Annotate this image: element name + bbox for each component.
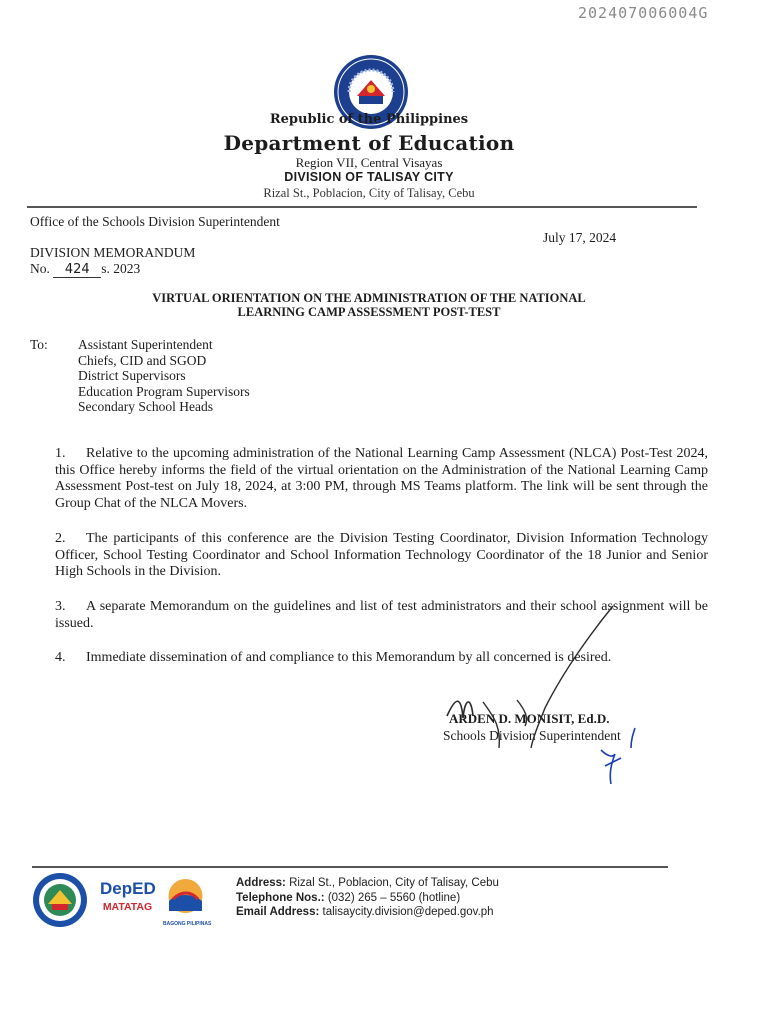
paragraph-text: A separate Memorandum on the guidelines and list of test administrators and their school assignment will be issued. — [55, 599, 708, 631]
office-line: Office of the Schools Division Superintendent — [30, 214, 280, 229]
memo-series: s. 2023 — [101, 261, 141, 276]
paragraph-text: Immediate dissemination of and compliance to this Memorandum by all concerned is desired. — [86, 650, 612, 665]
matatag-wordmark: MATATAG — [102, 901, 153, 913]
recipient-item: Education Program Supervisors — [78, 383, 250, 399]
deped-wordmark: DepED — [100, 879, 156, 898]
footer-email — [236, 905, 499, 920]
body-paragraph-1 — [55, 446, 708, 512]
bagong-pilipinas-wordmark: BAGONG PILIPINAS — [163, 921, 212, 927]
memo-number: 424 — [53, 263, 101, 278]
memo-number-line — [30, 261, 140, 278]
signatory-title: Schools Division Superintendent — [443, 728, 621, 743]
bagong-pilipinas-emblem — [163, 877, 208, 915]
recipient-item: Secondary School Heads — [78, 399, 213, 414]
recipient-item: District Supervisors — [78, 368, 186, 383]
footer-divider — [32, 866, 668, 868]
letterhead-division: DIVISION OF TALISAY CITY — [284, 170, 454, 184]
paragraph-number: 4. — [55, 650, 66, 665]
footer-contact — [236, 876, 499, 920]
paragraph-text: The participants of this conference are the Division Testing Coordinator, Division Information Technology Officer, School Testing Coordinator and School Information Technology Coordinator of the 18 Junior and Senior High Schools in the Division. — [55, 531, 708, 579]
footer-address-value: Rizal St., Poblacion, City of Talisay, Cebu — [289, 877, 499, 889]
letterhead-divider — [27, 206, 697, 208]
division-seal-logo — [32, 872, 88, 928]
letterhead-republic: Republic of the Philippines — [269, 112, 469, 127]
memo-number-prefix: No. — [30, 261, 50, 276]
footer-phone — [236, 891, 499, 906]
memo-label: DIVISION MEMORANDUM — [30, 245, 196, 260]
memo-title-line-2: LEARNING CAMP ASSESSMENT POST-TEST — [237, 305, 501, 319]
footer-email-label: Email Address: — [236, 906, 320, 918]
signatory-name: ARDEN D. MONISIT, Ed.D. — [449, 711, 610, 726]
letterhead-region: Region VII, Central Visayas — [295, 155, 443, 170]
memo-title — [0, 291, 738, 319]
deped-matatag-logo — [100, 878, 155, 924]
document-stamp-code: 202407006004G — [578, 4, 709, 22]
handwritten-signature — [425, 598, 665, 788]
recipient-list — [78, 337, 250, 415]
recipient-item: Assistant Superintendent — [78, 337, 213, 352]
bagong-pilipinas-logo — [163, 877, 212, 927]
memo-date: July 17, 2024 — [543, 230, 617, 245]
recipient-item: Chiefs, CID and SGOD — [78, 352, 207, 368]
paragraph-number: 2. — [55, 531, 66, 546]
footer-phone-label: Telephone Nos.: — [236, 891, 325, 904]
body-paragraph-2 — [55, 531, 708, 581]
footer-address-label: Address: — [236, 877, 286, 889]
letterhead-department: Department of Education — [223, 131, 515, 155]
memo-title-line-1: VIRTUAL ORIENTATION ON THE ADMINISTRATION OF THE NATIONAL — [152, 291, 586, 305]
paragraph-number: 1. — [55, 446, 66, 461]
footer-email-value: talisaycity.division@deped.gov.ph — [322, 906, 494, 918]
to-label: To: — [30, 337, 48, 352]
footer-address — [236, 876, 499, 891]
paragraph-text: Relative to the upcoming administration of the National Learning Camp Assessment (NLCA) Post-Test 2024, this Office hereby informs the field of the virtual orientation on the Administration of the National Learning Camp Assessment Post-test on July 18, 2024, at 3:00 PM, through MS Teams platform. The link will be sent through the Group Chat of the NLCA Movers. — [55, 446, 708, 511]
letterhead-address: Rizal St., Poblacion, City of Talisay, Cebu — [263, 186, 475, 200]
paragraph-number: 3. — [55, 599, 66, 614]
footer-phone-value: (032) 265 – 5560 (hotline) — [327, 891, 461, 904]
